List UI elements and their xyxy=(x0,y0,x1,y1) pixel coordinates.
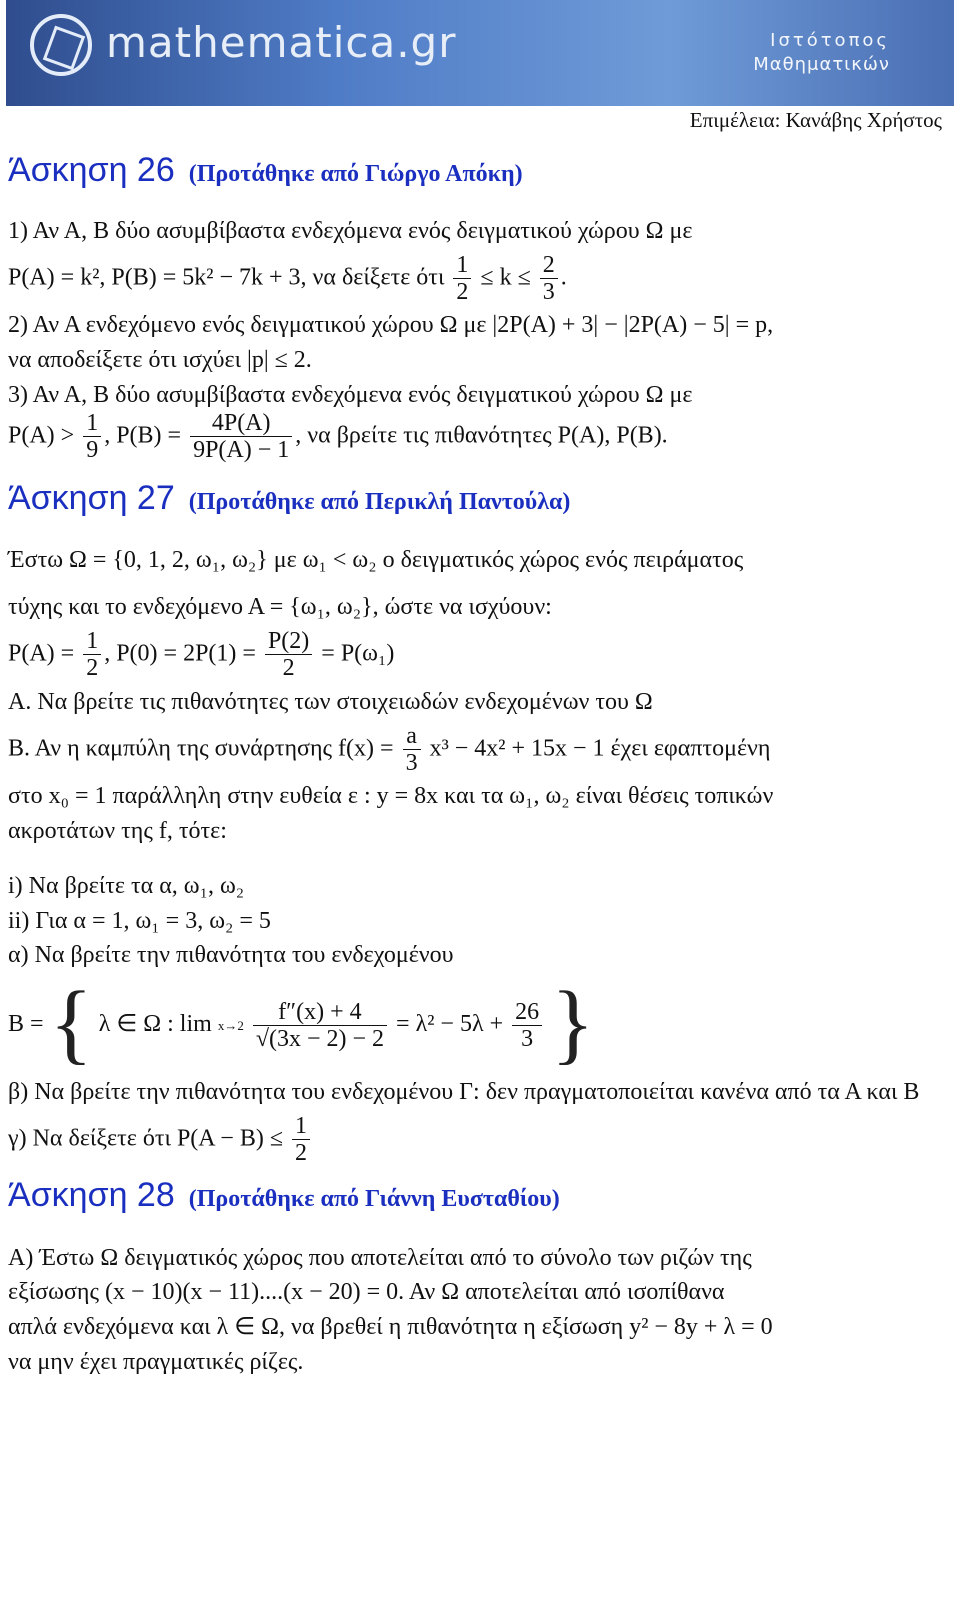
fraction: $\frac{1}{2}$ xyxy=(453,252,471,306)
formula-text: x³ − 4x² + 15x − 1 έχει εφαπτομένη xyxy=(429,734,771,761)
exercise-title: Άσκηση 26 xyxy=(8,151,175,189)
formula-text: = λ² − 5λ + xyxy=(396,1011,504,1038)
ex26-p1-formula: P(A) = k², P(B) = 5k² − 7k + 3, να δείξετε ότι xyxy=(8,264,445,290)
ex28-line4: να μην έχει πραγματικές ρίζες. xyxy=(8,1349,304,1376)
exercise-26-heading xyxy=(8,150,938,191)
fraction: $\frac{4P(A)}{9P(A) - 1}$ xyxy=(190,410,292,464)
formula-text: Β. Αν η καμπύλη της συνάρτησης f(x) = xyxy=(8,734,394,761)
formula-text: λ ∈ Ω : lim xyxy=(98,1011,212,1038)
exercise-title: Άσκηση 27 xyxy=(8,478,175,517)
ex26-p3-intro: 3) Αν Α, Β δύο ασυμβίβαστα ενδεχόμενα ενός δειγματικού χώρου Ω με xyxy=(8,381,693,408)
tagline-line1: Ιστότοπος xyxy=(770,30,890,51)
fraction: $\frac{26}{3}$ xyxy=(512,999,542,1053)
fraction: $\frac{P(2)}{2}$ xyxy=(265,628,312,682)
ex26-p1-intro: 1) Αν Α, Β δύο ασυμβίβαστα ενδεχόμενα ενός δειγματικού χώρου Ω με xyxy=(8,217,693,244)
exercise-proposer: (Προτάθηκε από Περικλή Παντούλα) xyxy=(188,488,571,515)
formula-text: , P(B) = xyxy=(104,422,182,449)
ex26-p2-intro: 2) Αν Α ενδεχόμενο ενός δειγματικού χώρου Ω με |2P(A) + 3| − |2P(A) − 5| = p, xyxy=(8,312,774,339)
fraction: $\frac{1}{9}$ xyxy=(83,410,101,464)
ex27-conditions xyxy=(8,628,938,682)
formula-text: Β = xyxy=(8,1011,44,1038)
ex26-p1-formula-line: P(A) = k², P(B) = 5k² − 7k + 3, να δείξετε ότι $\frac{1}{2}$ ≤ k ≤ $\frac{2}{3}$ . xyxy=(8,251,567,305)
left-brace: { xyxy=(49,974,93,1074)
exercise-proposer: (Προτάθηκε από Γιώργο Απόκη) xyxy=(188,161,523,187)
formula-text: = P(ω₁) xyxy=(321,640,395,667)
limit-subscript: x→2 xyxy=(217,1018,244,1034)
exercise-28-heading xyxy=(8,1175,938,1216)
ex27-part-a: Α. Να βρείτε τις πιθανότητες των στοιχειωδών ενδεχομένων του Ω xyxy=(8,688,653,715)
ex27-line1: Έστω Ω = {0, 1, 2, ω₁, ω₂} με ω₁ < ω₂ ο δειγματικός χώρος ενός πειράματος xyxy=(8,547,744,574)
exercise-title: Άσκηση 28 xyxy=(8,1175,175,1214)
right-brace: } xyxy=(551,974,595,1074)
ex26-part1 xyxy=(8,217,938,306)
fraction: $\frac{a}{3}$ xyxy=(403,723,421,777)
ex27-part-b-line2: στο x₀ = 1 παράλληλη στην ευθεία ε : y = 8x και τα ω₁, ω₂ είναι θέσεις τοπικών xyxy=(8,783,774,810)
site-banner xyxy=(6,0,954,106)
ex27-item-b: β) Να βρείτε την πιθανότητα του ενδεχομένου Γ: δεν πραγματοποιείται κανένα από τα Α και Β xyxy=(8,1079,920,1106)
tagline-line2: Μαθηματικών xyxy=(753,54,890,75)
formula-text: , να βρείτε τις πιθανότητες P(A), P(B). xyxy=(295,422,668,449)
ex28-line2: εξίσωσης (x − 10)(x − 11)....(x − 20) = 0. Αν Ω αποτελείται από ισοπίθανα xyxy=(8,1279,725,1306)
formula-text: , P(0) = 2P(1) = xyxy=(104,640,256,667)
ex27-set-definition xyxy=(8,970,938,1078)
formula-text: γ) Να δείξετε ότι P(A − B) ≤ xyxy=(8,1125,284,1152)
fraction: $\frac{1}{2}$ xyxy=(83,628,101,682)
ex27-item-c xyxy=(8,1113,938,1167)
ex26-part3 xyxy=(8,381,938,464)
editor-credit: Επιμέλεια: Κανάβης Χρήστος xyxy=(689,108,942,132)
document-body xyxy=(8,150,938,1377)
exercise-27-heading xyxy=(8,478,938,519)
logo-icon xyxy=(30,14,92,76)
ex27-part-b-line3: ακροτάτων της f, τότε: xyxy=(8,818,227,845)
fraction: $\frac{f''(x) + 4}{√(3x - 2) - 2}$ xyxy=(253,999,387,1053)
ex26-p3-formula-line xyxy=(8,410,938,464)
ex27-item-i: i) Να βρείτε τα α, ω₁, ω₂ xyxy=(8,872,245,899)
formula-text: P(A) > xyxy=(8,422,75,449)
formula-text: P(A) = xyxy=(8,640,75,667)
fraction: $\frac{1}{2}$ xyxy=(292,1113,310,1167)
ex28-line1: Α) Έστω Ω δειγματικός χώρος που αποτελείται από το σύνολο των ριζών της xyxy=(8,1244,752,1271)
ex27-part-b xyxy=(8,723,938,777)
exercise-proposer: (Προτάθηκε από Γιάννη Ευσταθίου) xyxy=(188,1185,560,1212)
ex28-line3: απλά ενδεχόμενα και λ ∈ Ω, να βρεθεί η πιθανότητα η εξίσωση y² − 8y + λ = 0 xyxy=(8,1314,773,1341)
site-name: mathematica.gr xyxy=(106,18,457,67)
inequality-text: ≤ k ≤ xyxy=(480,264,531,290)
ex27-item-ii: ii) Για α = 1, ω₁ = 3, ω₂ = 5 xyxy=(8,907,271,934)
ex27-line2: τύχης και το ενδεχόμενο Α = {ω₁, ω₂}, ώστε να ισχύουν: xyxy=(8,594,552,621)
fraction: $\frac{2}{3}$ xyxy=(540,252,558,306)
ex26-p2-end: να αποδείξετε ότι ισχύει |p| ≤ 2. xyxy=(8,347,312,374)
ex27-item-a: α) Να βρείτε την πιθανότητα του ενδεχομένου xyxy=(8,942,454,969)
ex26-part2 xyxy=(8,311,938,375)
